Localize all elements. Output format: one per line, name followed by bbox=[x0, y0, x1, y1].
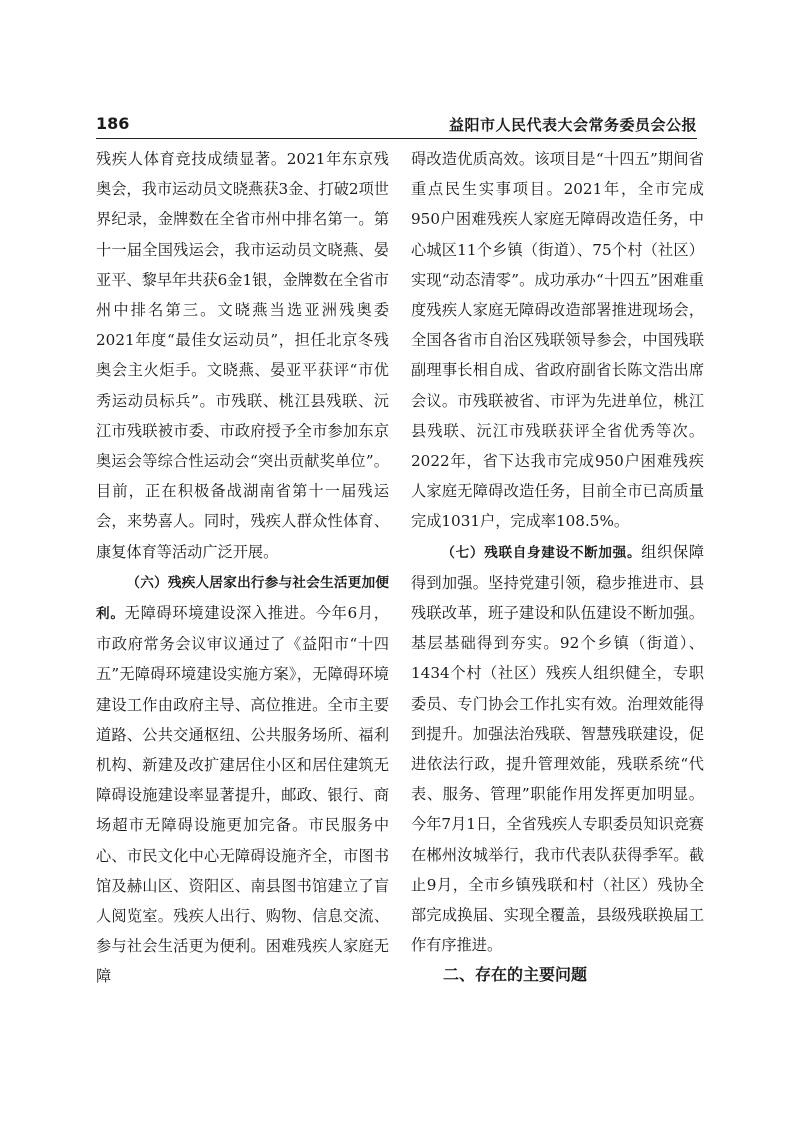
journal-title: 益阳市人民代表大会常务委员会公报 bbox=[448, 116, 697, 134]
page-number: 186 bbox=[96, 114, 130, 133]
section-6-title: （六）残疾人居家出行参与社会生活更加便利。 bbox=[96, 574, 389, 623]
paragraph-section-6 bbox=[96, 567, 389, 992]
page-header bbox=[96, 112, 697, 139]
paragraph-barrier-free-renovation: 碍改造优质高效。该项目是“十四五”期间省重点民生实事项目。2021年，全市完成950户困难残疾人家庭无障碍改造任务，中心城区11个乡镇（街道）、75个村（社区）实现“动态清零”。成功承办“十四五”困难重度残疾人家庭无障碍改造部署推进现场会，全国各省市自治区残联领导参会，中国残联副理事长相自成、省政府副省长陈文浩出席会议。市残联被省、市评为先进单位，桃江县残联、沅江市残联获评全省优秀等次。2022年，省下达我市完成950户困难残疾人家庭无障碍改造任务，目前全市已高质量完成1031户，完成率108.5%。 bbox=[411, 150, 704, 531]
section-7-body: 组织保障得到加强。坚持党建引领，稳步推进市、县残联改革，班子建设和队伍建设不断加强。基层基础得到夯实。92个乡镇（街道）、1434个村（社区）残疾人组织健全，专职委员、专门协会工作扎实有效。治理效能得到提升。加强法治残联、智慧残联建设，促进依法行政，提升管理效能，残联系统“代表、服务、管理”职能作用发挥更加明显。今年7月1日，全省残疾人专职委员知识竞赛在郴州汝城举行，我市代表队获得季军。截止9月，全市乡镇残联和村（社区）残协全部完成换届、实现全覆盖，县级残联换届工作有序推进。 bbox=[411, 542, 705, 955]
right-column bbox=[411, 144, 704, 991]
section-2-heading: 二、存在的主要问题 bbox=[443, 965, 588, 985]
paragraph-sports-results: 残疾人体育竞技成绩显著。2021年东京残奥会，我市运动员文晓燕获3金、打破2项世界纪录，金牌数在全省市州中排名第一。第十一届全国残运会，我市运动员文晓燕、晏亚平、黎早年共获6金1银，金牌数在全省市州中排名第三。文晓燕当选亚洲残奥委2021年度“最佳女运动员”，担任北京冬残奥会主火炬手。文晓燕、晏亚平获评“市优秀运动员标兵”。市残联、桃江县残联、沅江市残联被市委、市政府授予全市参加东京奥运会等综合性运动会“突出贡献奖单位”。目前，正在积极备战湖南省第十一届残运会，来势喜人。同时，残疾人群众性体育、康复体育等活动广泛开展。 bbox=[96, 150, 389, 561]
section-6-body: 无障碍环境建设深入推进。今年6月，市政府常务会议审议通过了《益阳市“十四五”无障碍环境建设实施方案》，无障碍环境建设工作由政府主导、高位推进。全市主要道路、公共交通枢纽、公共服务场所、福利机构、新建及改扩建居住小区和居住建筑无障碍设施建设率显著提升，邮政、银行、商场超市无障碍设施更加完备。市民服务中心、市民文化中心无障碍设施齐全，市图书馆及赫山区、资阳区、南县图书馆建立了盲人阅览室。残疾人出行、购物、信息交流、参与社会生活更为便利。困难残疾人家庭无障 bbox=[96, 604, 389, 986]
left-column bbox=[96, 144, 389, 992]
paragraph-section-7 bbox=[411, 537, 704, 961]
section-7-title: （七）残联自身建设不断加强。 bbox=[441, 544, 642, 561]
